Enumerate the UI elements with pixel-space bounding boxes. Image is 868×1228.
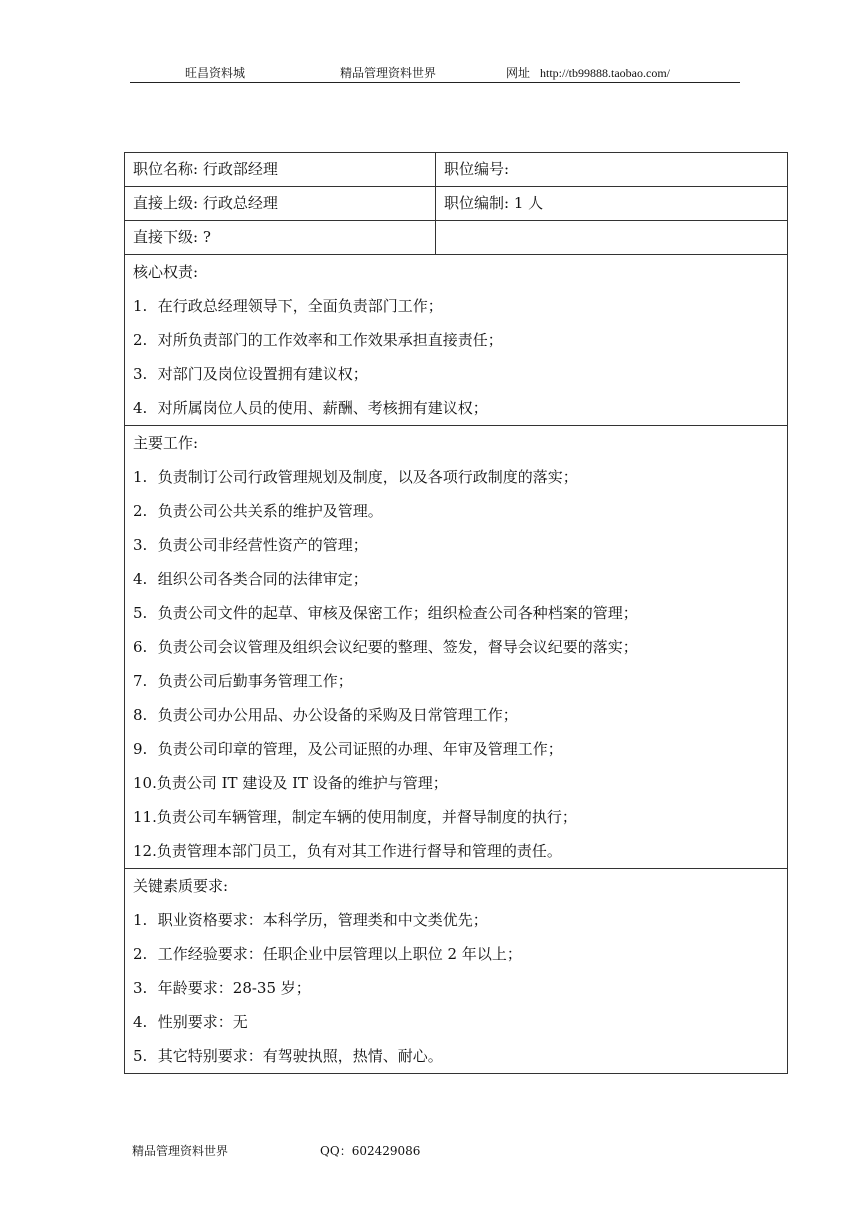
footer-qq: QQ：602429086 <box>320 1144 421 1158</box>
item-number: 12. <box>133 842 157 860</box>
core-responsibilities-section <box>125 255 787 426</box>
list-item <box>125 834 787 868</box>
direct-subordinate: 直接下级: ? <box>125 221 436 254</box>
item-text: 负责管理本部门员工，负有对其工作进行督导和管理的责任。 <box>156 842 562 860</box>
main-duties-section <box>125 426 787 869</box>
item-text: 负责公司非经营性资产的管理； <box>157 536 368 554</box>
item-text: 对部门及岗位设置拥有建议权； <box>157 365 368 383</box>
item-number: 4. <box>133 399 148 417</box>
table-row <box>125 221 787 255</box>
list-item <box>125 289 787 323</box>
section-title: 主要工作: <box>133 434 199 452</box>
header-url: http://tb99888.taobao.com/ <box>540 66 670 80</box>
item-text: 在行政总经理领导下，全面负责部门工作； <box>157 297 443 315</box>
page-footer <box>132 1142 420 1159</box>
item-number: 2. <box>133 945 148 963</box>
item-text: 负责公司公共关系的维护及管理。 <box>157 502 383 520</box>
item-text: 负责公司会议管理及组织会议纪要的整理、签发，督导会议纪要的落实； <box>157 638 638 656</box>
item-text: 其它特别要求：有驾驶执照，热情、耐心。 <box>157 1047 443 1065</box>
item-number: 11. <box>133 808 157 826</box>
item-text: 对所负责部门的工作效率和工作效果承担直接责任； <box>157 331 503 349</box>
page-header <box>130 62 740 83</box>
item-number: 10. <box>133 774 157 792</box>
direct-superior: 直接上级: 行政总经理 <box>125 187 436 220</box>
list-item <box>125 460 787 494</box>
item-number: 6. <box>133 638 148 656</box>
item-number: 4. <box>133 1013 148 1031</box>
item-number: 1. <box>133 911 148 929</box>
item-number: 8. <box>133 706 148 724</box>
list-item <box>125 391 787 425</box>
item-text: 负责公司车辆管理，制定车辆的使用制度，并督导制度的执行； <box>156 808 577 826</box>
list-item <box>125 937 787 971</box>
item-number: 2. <box>133 502 148 520</box>
item-number: 1. <box>133 468 148 486</box>
item-text: 负责公司办公用品、办公设备的采购及日常管理工作； <box>157 706 518 724</box>
item-text: 负责公司文件的起草、审核及保密工作；组织检查公司各种档案的管理； <box>157 604 638 622</box>
list-item <box>125 766 787 800</box>
header-slogan: 精品管理资料世界 <box>340 66 437 80</box>
key-qualities-section <box>125 869 787 1073</box>
list-item <box>125 630 787 664</box>
header-url-label: 网址 <box>506 66 531 80</box>
footer-site-name: 精品管理资料世界 <box>132 1144 229 1158</box>
item-number: 5. <box>133 1047 148 1065</box>
list-item <box>125 664 787 698</box>
item-number: 2. <box>133 331 148 349</box>
list-item <box>125 1005 787 1039</box>
item-number: 5. <box>133 604 148 622</box>
list-item <box>125 698 787 732</box>
list-item <box>125 732 787 766</box>
item-text: 负责公司 IT 建设及 IT 设备的维护与管理； <box>156 774 448 792</box>
list-item <box>125 800 787 834</box>
position-name: 职位名称: 行政部经理 <box>125 153 436 186</box>
section-title: 核心权责: <box>133 263 199 281</box>
list-item <box>125 596 787 630</box>
job-description-table <box>124 152 788 1074</box>
item-number: 3. <box>133 365 148 383</box>
table-row <box>125 187 787 221</box>
section-title: 关键素质要求: <box>133 877 229 895</box>
item-text: 工作经验要求：任职企业中层管理以上职位 2 年以上； <box>157 945 522 963</box>
item-text: 负责公司后勤事务管理工作； <box>157 672 353 690</box>
item-number: 7. <box>133 672 148 690</box>
list-item <box>125 528 787 562</box>
position-code: 职位编号: <box>444 160 510 178</box>
item-text: 组织公司各类合同的法律审定； <box>157 570 368 588</box>
list-item <box>125 323 787 357</box>
list-item <box>125 494 787 528</box>
header-url-group <box>506 64 670 81</box>
headcount: 职位编制: 1 人 <box>444 194 544 212</box>
list-item <box>125 903 787 937</box>
item-number: 3. <box>133 979 148 997</box>
item-text: 性别要求：无 <box>157 1013 248 1031</box>
list-item <box>125 562 787 596</box>
header-site-name: 旺昌资料城 <box>185 66 246 80</box>
item-number: 9. <box>133 740 148 758</box>
item-number: 4. <box>133 570 148 588</box>
list-item <box>125 357 787 391</box>
item-text: 负责制订公司行政管理规划及制度，以及各项行政制度的落实； <box>157 468 578 486</box>
item-text: 年龄要求：28-35 岁； <box>157 979 311 997</box>
empty-cell <box>436 221 787 254</box>
list-item <box>125 1039 787 1073</box>
item-number: 3. <box>133 536 148 554</box>
table-row <box>125 153 787 187</box>
list-item <box>125 971 787 1005</box>
item-number: 1. <box>133 297 148 315</box>
item-text: 对所属岗位人员的使用、薪酬、考核拥有建议权； <box>157 399 488 417</box>
item-text: 负责公司印章的管理，及公司证照的办理、年审及管理工作； <box>157 740 563 758</box>
item-text: 职业资格要求：本科学历，管理类和中文类优先； <box>157 911 488 929</box>
